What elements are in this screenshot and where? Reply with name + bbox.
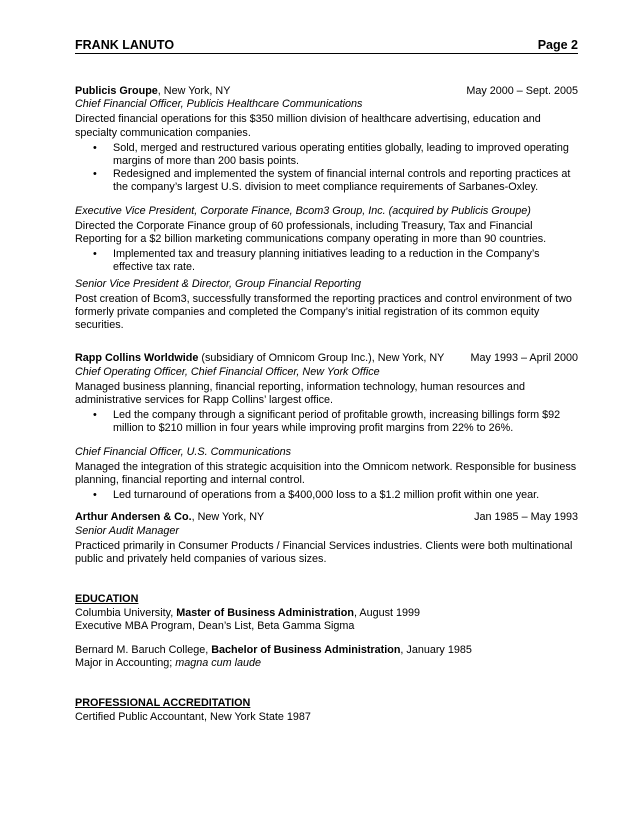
job-description: Directed the Corporate Finance group of 60 professionals, including Treasury, Tax and Financial Reporting for a $2 billion marketing communications company operating in more than 90 countries. — [75, 219, 547, 246]
job-title: Chief Financial Officer, U.S. Communications — [75, 445, 292, 458]
job-bcom3-svp — [75, 278, 578, 333]
job-description: Managed the integration of this strategic acquisition into the Omnicom network. Responsible for business planning, financial reporting and internal control. — [75, 460, 577, 487]
job-description: Managed business planning, financial reporting, information technology, human resources and administrative services for Rapp Collins’ largest office. — [75, 380, 525, 407]
job-rapp-collins — [75, 352, 578, 435]
list-item: • Implemented tax and treasury planning initiatives leading to a reduction in the Company’s effective tax rate. — [93, 248, 540, 274]
list-item: • Led the company through a significant period of profitable growth, increasing billings form $92 million to $210 million in four years while improving profit margins from 22% to 26%. — [93, 409, 561, 435]
job-title: Senior Audit Manager — [75, 524, 180, 537]
job-publicis — [75, 85, 578, 195]
company-location: , New York, NY — [191, 511, 265, 524]
company-name: Rapp Collins Worldwide — [75, 352, 199, 365]
company-location: , New York, NY — [157, 85, 231, 97]
job-title: Chief Operating Officer, Chief Financial Officer, New York Office — [75, 365, 380, 378]
education-section — [75, 593, 578, 670]
resume-page — [75, 38, 578, 724]
header-name: FRANK LANUTO — [75, 38, 175, 52]
job-title: Senior Vice President & Director, Group Financial Reporting — [75, 277, 362, 290]
company-name: Arthur Andersen & Co. — [75, 511, 192, 524]
bullet-list — [75, 409, 578, 435]
bullet-icon: • — [93, 141, 97, 154]
list-item: • Redesigned and implemented the system of financial internal controls and reporting practices at the company’s largest U.S. division to meet compliance requirements of Sarbanes-Oxley. — [93, 168, 571, 194]
education-details: Executive MBA Program, Dean’s List, Beta Gamma Sigma — [75, 619, 355, 632]
list-item: • Sold, merged and restructured various operating entities globally, leading to improved operating margins of more than 200 basis points. — [93, 141, 569, 168]
job-description: Directed financial operations for this $350 million division of healthcare advertising, education and specialty communication companies. — [75, 113, 541, 139]
job-rapp-cfo — [75, 446, 578, 503]
education-entry: Bernard M. Baruch College, Bachelor of Business Administration, January 1985 — [75, 643, 472, 656]
job-dates: May 2000 – Sept. 2005 — [466, 85, 578, 97]
list-item: • Led turnaround of operations from a $400,000 loss to a $1.2 million profit within one year. — [93, 489, 540, 502]
job-dates: May 1993 – April 2000 — [470, 352, 578, 365]
bullet-icon: • — [93, 409, 97, 422]
education-details: Major in Accounting; magna cum laude — [75, 657, 262, 670]
accreditation-section — [75, 697, 578, 723]
company-location: (subsidiary of Omnicom Group Inc.), New York, NY — [198, 352, 445, 365]
job-arthur-andersen — [75, 511, 578, 566]
section-heading: EDUCATION — [75, 593, 139, 606]
header-page-number: Page 2 — [537, 38, 578, 52]
job-bcom3-evp — [75, 205, 578, 275]
job-title: Chief Financial Officer, Publicis Healthcare Communications — [75, 98, 363, 111]
bullet-list — [75, 248, 578, 274]
page-header — [75, 38, 578, 54]
bullet-icon: • — [93, 489, 97, 502]
section-heading: PROFESSIONAL ACCREDITATION — [75, 697, 251, 710]
job-dates: Jan 1985 – May 1993 — [474, 511, 578, 524]
job-description: Practiced primarily in Consumer Products / Financial Services industries. Clients were both multinational public and privately held companies of various sizes. — [75, 539, 573, 566]
education-entry: Columbia University, Master of Business Administration, August 1999 — [75, 606, 421, 619]
bullet-icon: • — [93, 248, 97, 261]
job-title: Executive Vice President, Corporate Finance, Bcom3 Group, Inc. (acquired by Publicis Groupe) — [75, 204, 531, 217]
company-name: Publicis Groupe — [75, 85, 158, 97]
bullet-list — [75, 489, 578, 502]
bullet-icon: • — [93, 168, 97, 181]
accreditation-text: Certified Public Accountant, New York State 1987 — [75, 710, 311, 723]
bullet-list — [75, 142, 578, 195]
job-description: Post creation of Bcom3, successfully transformed the reporting practices and control environment of two formerly private companies and completed the Company’s initial registration of its common equity securities. — [75, 292, 572, 332]
